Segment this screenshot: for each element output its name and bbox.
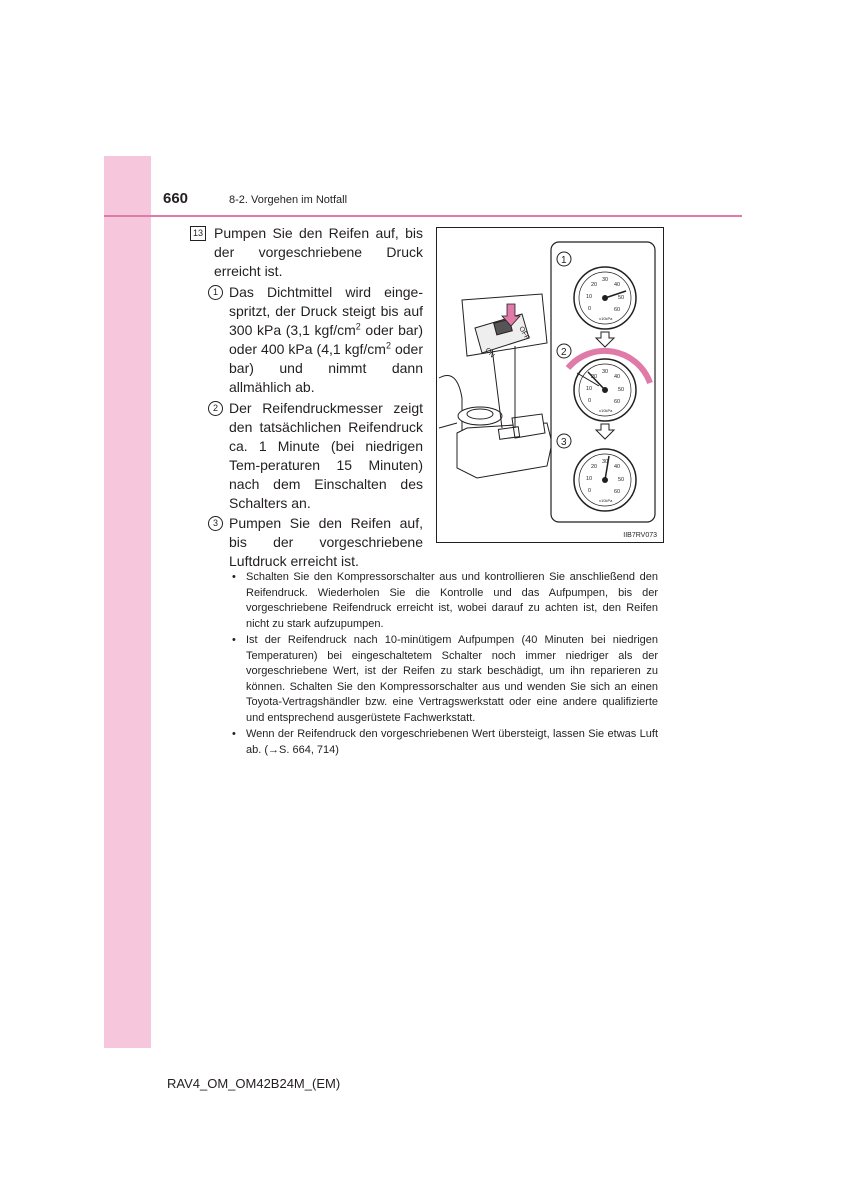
scale-label: 0 bbox=[588, 306, 592, 312]
illustration-drawing bbox=[437, 228, 665, 544]
unit-label: x10kPa bbox=[599, 316, 613, 321]
unit-label: x10kPa bbox=[599, 498, 613, 503]
note-item: • Ist der Reifendruck nach 10-minütigem Aufpumpen (40 Minuten bei niedrigen Temperaturen) bei eingeschaltetem Schalter noch immer niedriger als der vorgeschriebene Wert, ist der Reifen zu stark beschädigt, um ihn reparieren zu können. Schalten Sie den Kompressorschalter aus und wenden Sie sich an einen Toyota-Vertragshändler bzw. eine Vertragswerkstatt oder eine andere qualifizierte und entsprechend ausgerüstete Fachwerkstatt. bbox=[230, 633, 658, 726]
substep-2 bbox=[208, 399, 423, 513]
compressor-illustration bbox=[436, 227, 664, 543]
substep-1 bbox=[208, 283, 423, 397]
gauge-step-label: 2 bbox=[561, 347, 567, 358]
side-tab bbox=[104, 156, 151, 1048]
footer-code: RAV4_OM_OM42B24M_(EM) bbox=[167, 1076, 341, 1091]
page-number: 660 bbox=[163, 190, 189, 207]
scale-label: 10 bbox=[586, 386, 593, 392]
step-number-badge: 13 bbox=[190, 226, 206, 241]
compressor-unit bbox=[439, 376, 552, 479]
switch-off-label: OFF bbox=[517, 325, 531, 342]
substep-number: 3 bbox=[208, 516, 223, 531]
scale-label: 50 bbox=[618, 295, 625, 301]
unit-label: x10kPa bbox=[599, 408, 613, 413]
gauge-step-label: 3 bbox=[561, 437, 567, 448]
scale-label: 60 bbox=[614, 489, 621, 495]
scale-label: 10 bbox=[586, 294, 593, 300]
scale-label: 50 bbox=[618, 387, 625, 393]
gauge-step-label: 1 bbox=[561, 255, 567, 266]
step-13-text: Pumpen Sie den Reifen auf, bis der vorgeschriebene Druck erreicht ist. bbox=[214, 225, 423, 279]
scale-label: 40 bbox=[614, 464, 621, 470]
scale-label: 40 bbox=[614, 282, 621, 288]
switch-on-label: ON bbox=[483, 346, 496, 360]
header-rule bbox=[104, 215, 742, 217]
notes-list bbox=[230, 570, 658, 759]
scale-label: 20 bbox=[591, 282, 598, 288]
note-item: • Schalten Sie den Kompressorschalter aus und kontrollieren Sie anschließend den Reifendruck. Wiederholen Sie die Kontrolle und das Aufpumpen, bis der vorgeschriebene Reifendruck erreicht ist, wobei darauf zu achten ist, den Reifen nicht zu stark aufzupumpen. bbox=[230, 570, 658, 632]
substep-2-text: Der Reifendruckmesser zeigt den tatsächlichen Reifendruck ca. 1 Minute (bei niedrigen Tem-peraturen 15 Minuten) nach dem Einschalten des Schalters an. bbox=[229, 400, 423, 511]
substep-number: 2 bbox=[208, 401, 223, 416]
scale-label: 60 bbox=[614, 307, 621, 313]
scale-label: 20 bbox=[591, 464, 598, 470]
scale-label: 20 bbox=[591, 374, 598, 380]
section-title: 8-2. Vorgehen im Notfall bbox=[229, 194, 348, 206]
scale-label: 10 bbox=[586, 476, 593, 482]
substep-3 bbox=[208, 514, 423, 571]
scale-label: 0 bbox=[588, 488, 592, 494]
substep-3-text: Pumpen Sie den Reifen auf, bis der vorgeschriebene Luftdruck erreicht ist. bbox=[229, 515, 423, 569]
note-item: • Wenn der Reifendruck den vorgeschriebenen Wert übersteigt, lassen Sie etwas Luft ab. (→S. 664, 714) bbox=[230, 727, 658, 758]
scale-label: 60 bbox=[614, 399, 621, 405]
scale-label: 30 bbox=[602, 277, 609, 283]
substep-1-text: Das Dichtmittel wird einge-spritzt, der Druck steigt bis auf 300 kPa (3,1 kgf/$cm^2$ oder bar) oder 400 kPa (4,1 kgf/$cm^2$ oder bar) und nimmt dann allmählich ab. bbox=[229, 284, 423, 395]
scale-label: 50 bbox=[618, 477, 625, 483]
scale-label: 40 bbox=[614, 374, 621, 380]
step-13 bbox=[190, 224, 423, 281]
scale-label: 0 bbox=[588, 398, 592, 404]
illustration-code: IIB7RV073 bbox=[623, 532, 657, 539]
scale-label: 30 bbox=[602, 459, 609, 465]
substep-number: 1 bbox=[208, 285, 223, 300]
scale-label: 30 bbox=[602, 369, 609, 375]
